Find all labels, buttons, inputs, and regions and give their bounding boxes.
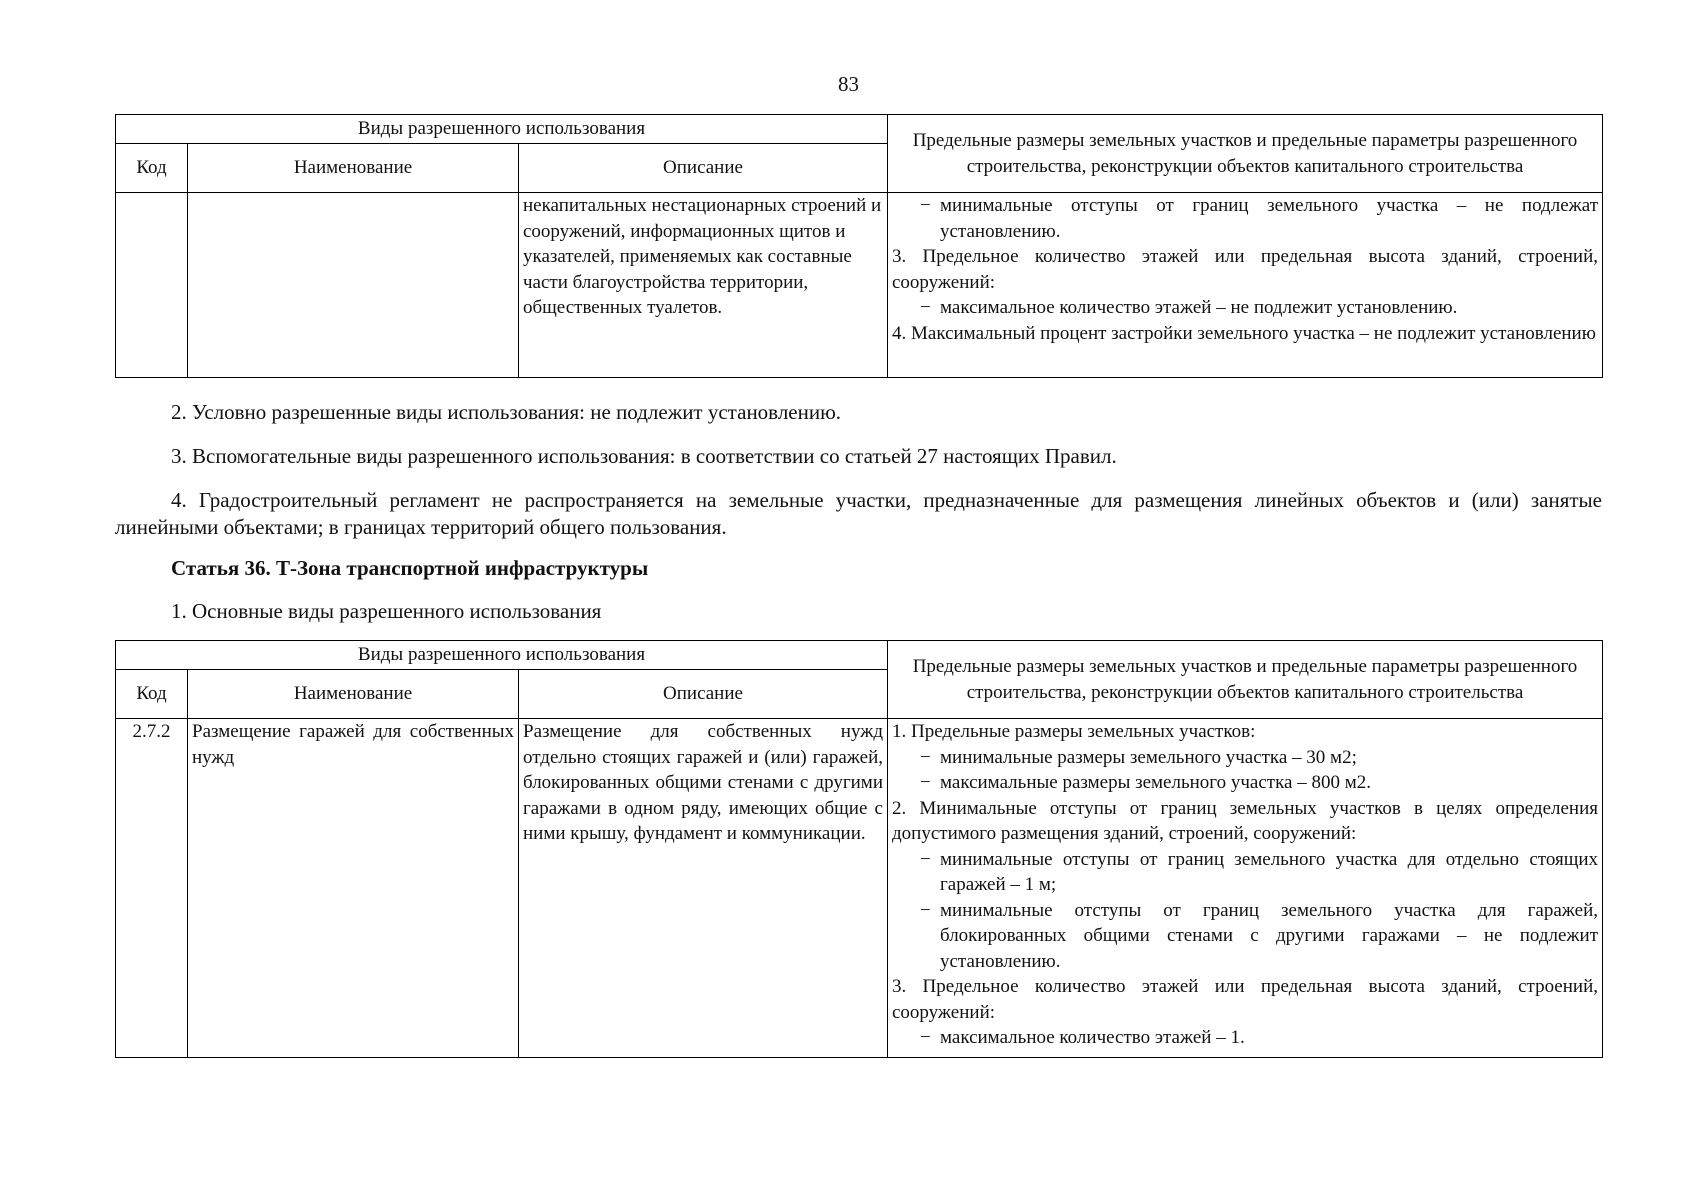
header-description: Описание xyxy=(519,144,888,193)
row-parameters xyxy=(888,193,1603,378)
param-line: − минимальные отступы от границ земельного участка для гаражей, блокированных общими стенами с другими гаражами – не подлежит установлению. xyxy=(892,898,1598,975)
param-line: − минимальные отступы от границ земельного участка – не подлежат установлению. xyxy=(892,193,1598,244)
paragraph-auxiliary-uses: 3. Вспомогательные виды разрешенного использования: в соответствии со статьей 27 настоящих Правил. xyxy=(171,444,1117,468)
param-line: 3. Предельное количество этажей или предельная высота зданий, строений, сооружений: xyxy=(892,976,1598,1023)
paragraph-conditional-uses: 2. Условно разрешенные виды использования: не подлежит установлению. xyxy=(171,400,842,424)
regulation-table-continued xyxy=(115,114,1603,378)
row-code: 2.7.2 xyxy=(116,719,188,1058)
header-description: Описание xyxy=(519,670,888,719)
header-group-permitted-uses: Виды разрешенного использования xyxy=(116,641,888,670)
row-description: Размещение для собственных нужд отдельно стоящих гаражей и (или) гаражей, блокированных общими стенами с другими гаражами в одном ряду, имеющих общие с ними крышу, фундамент и коммуникации. xyxy=(519,719,888,1058)
row-name: Размещение гаражей для собственных нужд xyxy=(188,719,519,1058)
row-parameters xyxy=(888,719,1603,1058)
param-line: 4. Максимальный процент застройки земельного участка – не подлежит установлению xyxy=(892,322,1596,344)
header-code: Код xyxy=(116,670,188,719)
header-group-permitted-uses: Виды разрешенного использования xyxy=(116,115,888,144)
regulation-table-transport-zone xyxy=(115,640,1603,1058)
param-line: 1. Предельные размеры земельных участков: xyxy=(892,721,1256,742)
row-code xyxy=(116,193,188,378)
header-limit-parameters: Предельные размеры земельных участков и предельные параметры разрешенного строительства, реконструкции объектов капитального строительства xyxy=(888,641,1603,719)
row-name xyxy=(188,193,519,378)
header-name: Наименование xyxy=(188,144,519,193)
row-description: некапитальных нестационарных строений и сооружений, информационных щитов и указателей, применяемых как составные части благоустройства территории, общественных туалетов. xyxy=(519,193,888,378)
param-line: 3. Предельное количество этажей или предельная высота зданий, строений, сооружений: xyxy=(892,246,1598,293)
page-number: 83 xyxy=(838,72,859,96)
header-code: Код xyxy=(116,144,188,193)
param-line: − минимальные отступы от границ земельного участка для отдельно стоящих гаражей – 1 м; xyxy=(892,847,1598,898)
subheading-main-uses: 1. Основные виды разрешенного использования xyxy=(171,599,602,623)
header-name: Наименование xyxy=(188,670,519,719)
param-line: 2. Минимальные отступы от границ земельных участков в целях определения допустимого размещения зданий, строений, сооружений: xyxy=(892,797,1598,844)
article-heading: Статья 36. Т-Зона транспортной инфраструктуры xyxy=(171,556,649,580)
paragraph-regulation-scope: 4. Градостроительный регламент не распространяется на земельные участки, предназначенные для размещения линейных объектов и (или) занятые линейными объектами; в границах территорий общего пользования. xyxy=(115,488,1602,539)
header-limit-parameters: Предельные размеры земельных участков и предельные параметры разрешенного строительства, реконструкции объектов капитального строительства xyxy=(888,115,1603,193)
table-row xyxy=(116,193,1603,378)
table-row xyxy=(116,719,1603,1058)
param-line: − максимальное количество этажей – не подлежит установлению. xyxy=(892,295,1598,321)
param-line: − минимальные размеры земельного участка – 30 м2; xyxy=(892,745,1598,771)
param-line: − максимальные размеры земельного участка – 800 м2. xyxy=(892,770,1598,796)
param-line: − максимальное количество этажей – 1. xyxy=(892,1025,1598,1051)
